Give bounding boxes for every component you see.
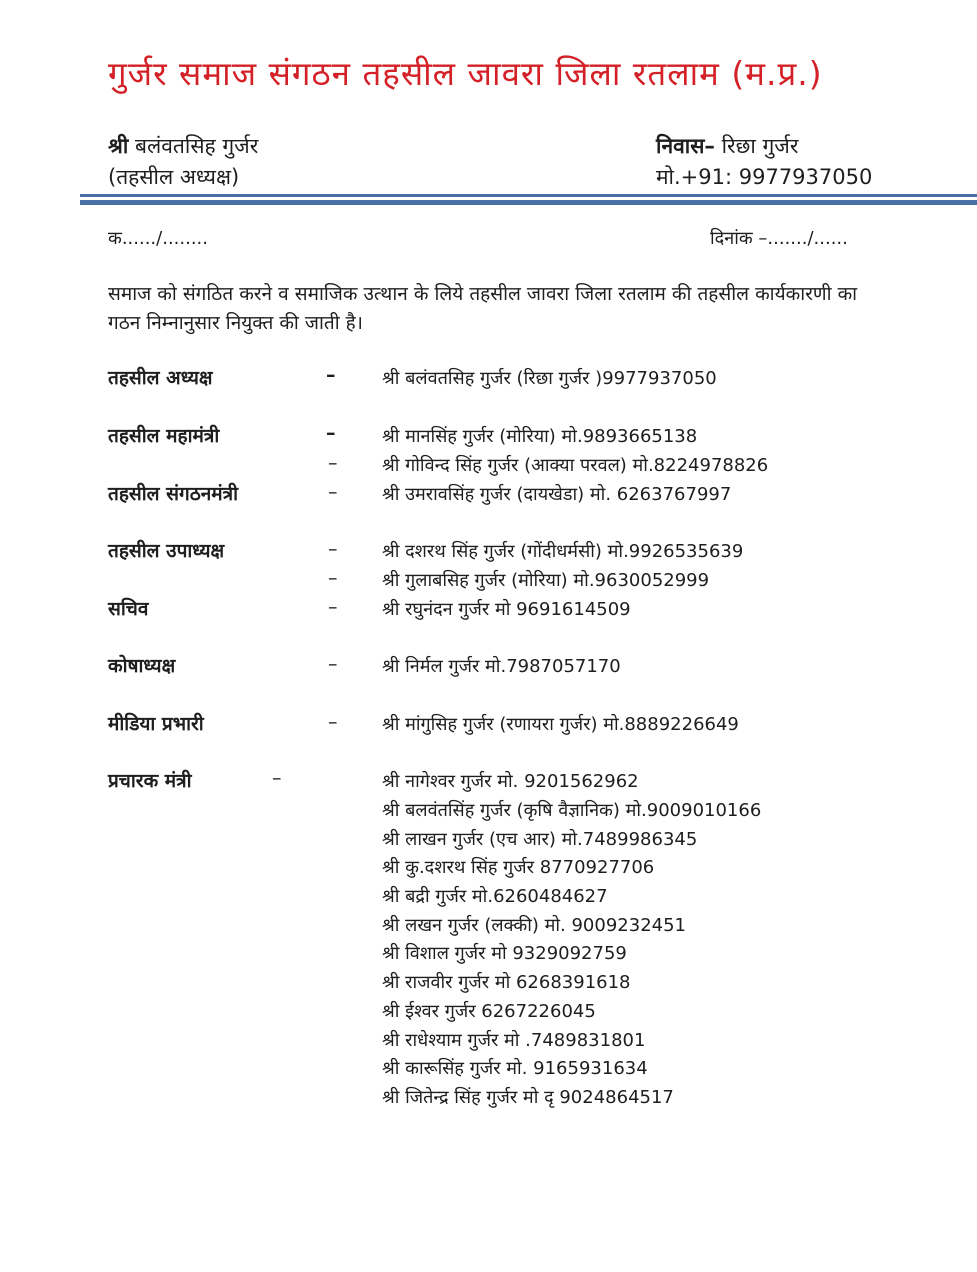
role-dash: –: [328, 452, 338, 474]
member-entry: श्री लाखन गुर्जर (एच आर) मो.7489986345: [382, 829, 698, 850]
member-entry: श्री राधेश्याम गुर्जर मो .7489831801: [382, 1030, 646, 1051]
role-dash: –: [328, 596, 338, 618]
president-prefix: श्री: [108, 134, 129, 158]
residence-label: निवास–: [656, 134, 715, 158]
role-dash: –: [326, 364, 336, 386]
role-general-secretary: तहसील महामंत्री: [108, 425, 220, 447]
role-dash: –: [328, 567, 338, 589]
president-header: [108, 131, 258, 193]
role-dash: –: [328, 481, 338, 503]
role-dash: –: [328, 711, 338, 733]
role-dash: –: [328, 653, 338, 675]
member-entry: श्री मांगुसिह गुर्जर (रणायरा गुर्जर) मो.8889226649: [382, 714, 739, 735]
role-media-incharge: मीडिया प्रभारी: [108, 713, 204, 735]
member-entry: श्री उमरावसिंह गुर्जर (दायखेडा) मो. 6263767997: [382, 484, 732, 505]
reference-date: दिनांक –......./......: [710, 228, 848, 249]
reference-number: क....../........: [108, 228, 208, 249]
member-entry: श्री कारूसिंह गुर्जर मो. 9165931634: [382, 1058, 648, 1079]
role-vice-president: तहसील उपाध्यक्ष: [108, 540, 225, 562]
role-organization-secretary: तहसील संगठनमंत्री: [108, 483, 239, 505]
member-entry: श्री नागेश्वर गुर्जर मो. 9201562962: [382, 771, 639, 792]
role-dash: –: [328, 538, 338, 560]
member-entry: श्री गोविन्द सिंह गुर्जर (आक्या परवल) मो.8224978826: [382, 455, 769, 476]
member-entry: श्री राजवीर गुर्जर मो 6268391618: [382, 972, 631, 993]
member-entry: श्री मानसिंह गुर्जर (मोरिया) मो.9893665138: [382, 426, 698, 447]
member-entry: श्री लखन गुर्जर (लक्की) मो. 9009232451: [382, 915, 686, 936]
role-secretary: सचिव: [108, 598, 149, 620]
president-role: (तहसील अध्यक्ष): [108, 165, 240, 189]
member-entry: श्री कु.दशरथ सिंह गुर्जर 8770927706: [382, 857, 655, 878]
member-entry: श्री ईश्वर गुर्जर 6267226045: [382, 1001, 596, 1022]
member-entry: श्री जितेन्द्र सिंह गुर्जर मो दृ 9024864517: [382, 1087, 674, 1108]
member-entry: श्री निर्मल गुर्जर मो.7987057170: [382, 656, 621, 677]
residence-phone: मो.+91: 9977937050: [656, 165, 873, 189]
residence-place: रिछा गुर्जर: [721, 134, 799, 158]
role-president: तहसील अध्यक्ष: [108, 367, 213, 389]
role-publicity-secretary: प्रचारक मंत्री: [108, 770, 192, 792]
header-divider-thick: [80, 200, 977, 205]
role-dash: –: [326, 422, 336, 444]
intro-paragraph: समाज को संगठित करने व समाजिक उत्थान के लिये तहसील जावरा जिला रतलाम की तहसील कार्यकारणी का गठन निम्नानुसार नियुक्त की जाती है।: [108, 283, 858, 334]
member-entry: श्री गुलाबसिह गुर्जर (मोरिया) मो.9630052999: [382, 570, 710, 591]
role-dash: –: [272, 767, 282, 789]
member-entry: श्री दशरथ सिंह गुर्जर (गोंदीधर्मसी) मो.9926535639: [382, 541, 744, 562]
member-entry: श्री बद्री गुर्जर मो.6260484627: [382, 886, 608, 907]
letterhead-title: गुर्जर समाज संगठन तहसील जावरा जिला रतलाम (म.प्र.): [108, 54, 823, 93]
president-name: बलंवतसिह गुर्जर: [135, 134, 259, 158]
header-divider-thin: [80, 194, 977, 197]
member-entry: श्री बलंवतसिह गुर्जर (रिछा गुर्जर )9977937050: [382, 368, 717, 389]
residence-header: [656, 131, 872, 193]
member-entry: श्री विशाल गुर्जर मो 9329092759: [382, 943, 627, 964]
member-entry: श्री रघुनंदन गुर्जर मो 9691614509: [382, 599, 631, 620]
role-treasurer: कोषाध्यक्ष: [108, 655, 176, 677]
member-entry: श्री बलवंतसिंह गुर्जर (कृषि वैज्ञानिक) मो.9009010166: [382, 800, 762, 821]
